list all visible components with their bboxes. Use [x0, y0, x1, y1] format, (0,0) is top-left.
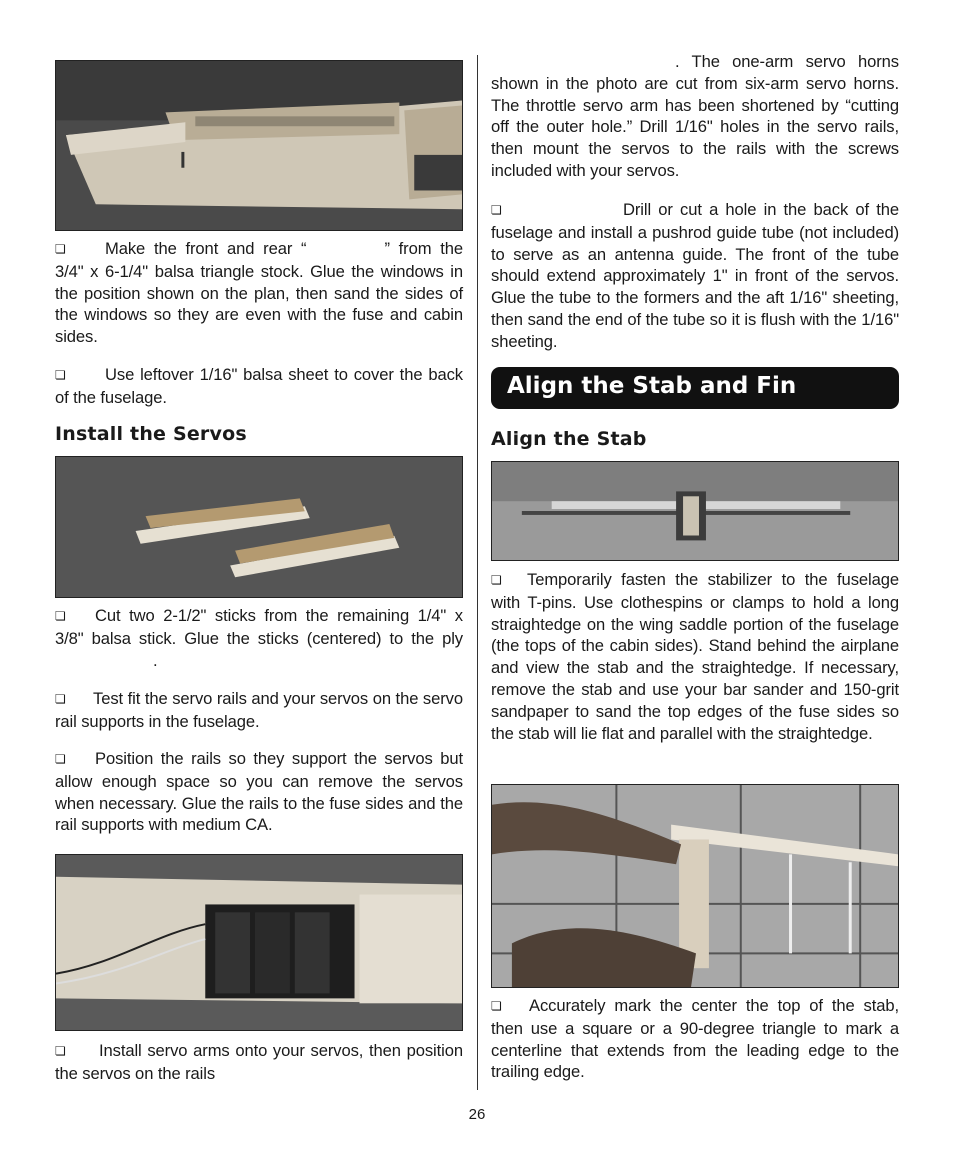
- checkbox-icon[interactable]: ❏: [55, 752, 66, 766]
- photo-servos-installed: [55, 854, 463, 1031]
- checkbox-icon[interactable]: ❏: [491, 999, 502, 1013]
- page-number: 26: [468, 1106, 486, 1123]
- checkbox-icon[interactable]: ❏: [55, 609, 66, 623]
- step-test-fit: ❏ Test fit the servo rails and your servos on the servo rail supports in the fuselage.: [55, 689, 463, 731]
- photo-straightedge: [491, 461, 899, 561]
- step-cut-sticks: ❏ Cut two 2-1/2" sticks from the remaining 1/4" x 3/8" balsa stick. Glue the sticks (centered) to the ply.: [55, 606, 463, 670]
- step-position-rails: ❏ Position the rails so they support the servos but allow enough space so you can remove the servos when necessary. Glue the rails to the fuse sides and the rail supports with medium CA.: [55, 749, 463, 835]
- checkbox-icon[interactable]: ❏: [55, 368, 66, 382]
- section-banner: [491, 367, 899, 409]
- step-antenna-tube: ❏ Drill or cut a hole in the back of the fuselage and install a pushrod guide tube (not included) to serve as an antenna guide. The front of the tube should extend approximately 1" in front of the servos. Glue the tube to the formers and the aft 1/16" sheeting, then sand the end of the tube so it is flush with the 1/16" sheeting.: [491, 200, 899, 351]
- step-cover-back: ❏ Use leftover 1/16" balsa sheet to cover the back of the fuselage.: [55, 365, 463, 407]
- section-banner-title: Align the Stab and Fin: [507, 373, 797, 399]
- checkbox-icon[interactable]: ❏: [55, 1044, 66, 1058]
- step-fasten-stab: ❏ Temporarily fasten the stabilizer to the fuselage with T-pins. Use clothespins or clamps to hold a long straightedge on the wing saddle portion of the fuselage (the tops of the cabin sides). Stand behind the airplane and view the stab and the straightedge. If necessary, remove the stab and use your bar sander and 150-grit sandpaper to sand the top edges of the fuse sides so the stab will lie flat and parallel with the straightedge.: [491, 570, 899, 743]
- checkbox-icon[interactable]: ❏: [491, 573, 502, 587]
- checkbox-icon[interactable]: ❏: [55, 692, 66, 706]
- heading-align-stab: Align the Stab: [491, 428, 647, 450]
- checkbox-icon[interactable]: ❏: [55, 242, 66, 256]
- photo-fuselage-windows: [55, 60, 463, 231]
- photo-mark-centerline: [491, 784, 899, 988]
- heading-install-servos: Install the Servos: [55, 423, 247, 445]
- step-mark-center: ❏ Accurately mark the center the top of the stab, then use a square or a 90-degree triangle to mark a centerline that extends from the leading edge to the trailing edge.: [491, 996, 899, 1082]
- column-divider: [477, 55, 478, 1090]
- step-install-arms: ❏ Install servo arms onto your servos, then position the servos on the rails: [55, 1041, 463, 1083]
- step-servo-horns-continued: . The one-arm servo horns shown in the photo are cut from six-arm servo horns. The throttle servo arm has been shortened by “cutting off the outer hole.” Drill 1/16" holes in the servo rails, then mount the servos to the rails with the screws included with your servos.: [491, 52, 899, 180]
- checkbox-icon[interactable]: ❏: [491, 203, 502, 217]
- step-windows: ❏ Make the front and rear “ ” from the 3/4" x 6-1/4" balsa triangle stock. Glue the windows in the position shown on the plan, then sand the sides of the windows so they are even with the fuse and cabin sides.: [55, 239, 463, 347]
- photo-balsa-sticks: [55, 456, 463, 598]
